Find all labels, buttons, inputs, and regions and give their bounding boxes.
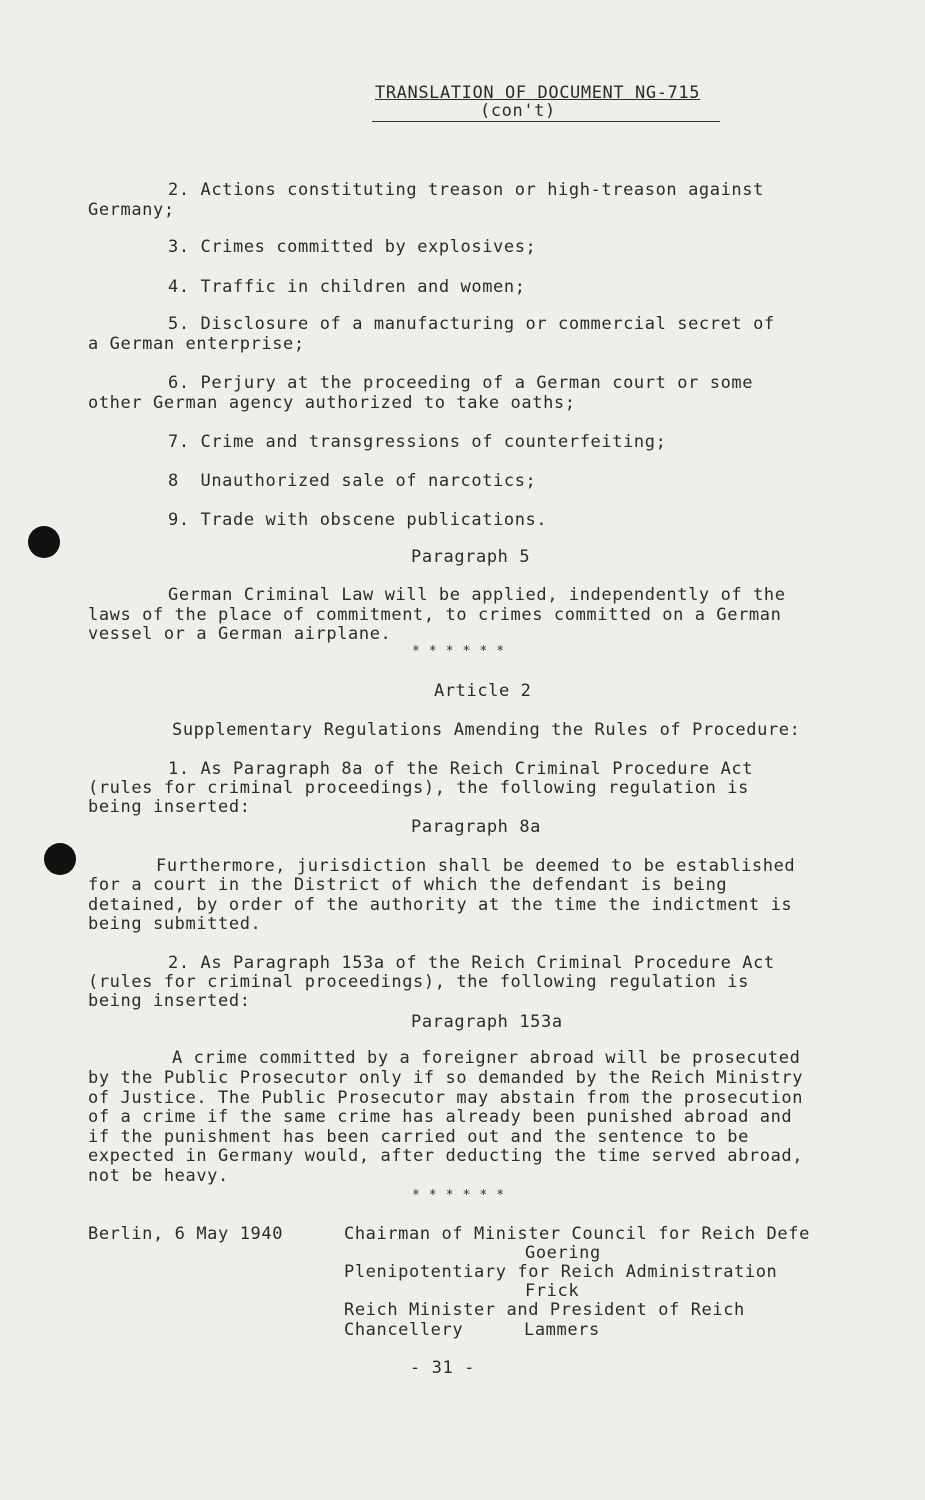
list-item-2-line2: Germany;	[88, 200, 175, 220]
paragraph-153a-line7: not be heavy.	[88, 1166, 229, 1186]
signatory-3-name: Lammers	[524, 1320, 600, 1340]
list-item-8: 8 Unauthorized sale of narcotics;	[168, 471, 537, 491]
signatory-3-title-line1: Reich Minister and President of Reich	[344, 1300, 745, 1320]
paragraph-5-line3: vessel or a German airplane.	[88, 624, 392, 644]
paragraph-8a-line2: for a court in the District of which the defendant is being	[88, 875, 728, 895]
paragraph-153a-line5: if the punishment has been carried out and the sentence to be	[88, 1127, 749, 1147]
document-title: TRANSLATION OF DOCUMENT NG-715	[375, 83, 701, 103]
article-2-item1-line1: 1. As Paragraph 8a of the Reich Criminal Procedure Act	[168, 759, 754, 779]
place-and-date: Berlin, 6 May 1940	[88, 1224, 284, 1244]
paragraph-153a-line1: A crime committed by a foreigner abroad will be prosecuted	[172, 1048, 801, 1068]
section-separator: * * * * * *	[412, 644, 505, 659]
article-2-item1-line2: (rules for criminal proceedings), the following regulation is	[88, 778, 749, 798]
article-2-subheading: Supplementary Regulations Amending the Rules of Procedure:	[172, 720, 801, 740]
article-2-item2-line1: 2. As Paragraph 153a of the Reich Criminal Procedure Act	[168, 953, 775, 973]
signatory-1-name: Goering	[525, 1243, 601, 1263]
section-separator: * * * * * *	[412, 1188, 505, 1203]
paragraph-8a-heading: Paragraph 8a	[411, 817, 542, 837]
list-item-4: 4. Traffic in children and women;	[168, 277, 526, 297]
paragraph-8a-line3: detained, by order of the authority at the time the indictment is	[88, 895, 793, 915]
article-2-item2-line2: (rules for criminal proceedings), the following regulation is	[88, 972, 749, 992]
article-2-item2-line3: being inserted:	[88, 991, 251, 1011]
paragraph-8a-line1: Furthermore, jurisdiction shall be deemed to be established	[156, 856, 796, 876]
list-item-6-line1: 6. Perjury at the proceeding of a German court or some	[168, 373, 754, 393]
signatory-2-title: Plenipotentiary for Reich Administration	[344, 1262, 778, 1282]
paragraph-5-line2: laws of the place of commitment, to crimes committed on a German	[88, 605, 782, 625]
list-item-6-line2: other German agency authorized to take oaths;	[88, 393, 576, 413]
page-number: - 31 -	[410, 1358, 476, 1378]
paragraph-8a-line4: being submitted.	[88, 914, 262, 934]
signatory-1-title: Chairman of Minister Council for Reich Defe	[344, 1224, 810, 1244]
signatory-3-title-line2: Chancellery	[344, 1320, 464, 1340]
list-item-2-line1: 2. Actions constituting treason or high-treason against	[168, 180, 764, 200]
article-2-item1-line3: being inserted:	[88, 797, 251, 817]
punch-hole	[44, 843, 76, 875]
list-item-5-line2: a German enterprise;	[88, 334, 305, 354]
paragraph-153a-line6: expected in Germany would, after deducting the time served abroad,	[88, 1146, 804, 1166]
list-item-3: 3. Crimes committed by explosives;	[168, 237, 537, 257]
paragraph-5-heading: Paragraph 5	[411, 547, 531, 567]
document-title-continued: (con't)	[480, 101, 556, 121]
punch-hole	[28, 526, 60, 558]
article-2-heading: Article 2	[434, 681, 532, 701]
list-item-7: 7. Crime and transgressions of counterfeiting;	[168, 432, 667, 452]
paragraph-153a-line3: of Justice. The Public Prosecutor may abstain from the prosecution	[88, 1088, 804, 1108]
paragraph-153a-heading: Paragraph 153a	[411, 1012, 563, 1032]
header-rule	[372, 121, 720, 122]
list-item-5-line1: 5. Disclosure of a manufacturing or commercial secret of	[168, 314, 775, 334]
paragraph-153a-line2: by the Public Prosecutor only if so demanded by the Reich Ministry	[88, 1068, 804, 1088]
signatory-2-name: Frick	[525, 1281, 580, 1301]
paragraph-153a-line4: of a crime if the same crime has already been punished abroad and	[88, 1107, 793, 1127]
list-item-9: 9. Trade with obscene publications.	[168, 510, 548, 530]
paragraph-5-line1: German Criminal Law will be applied, independently of the	[168, 585, 786, 605]
